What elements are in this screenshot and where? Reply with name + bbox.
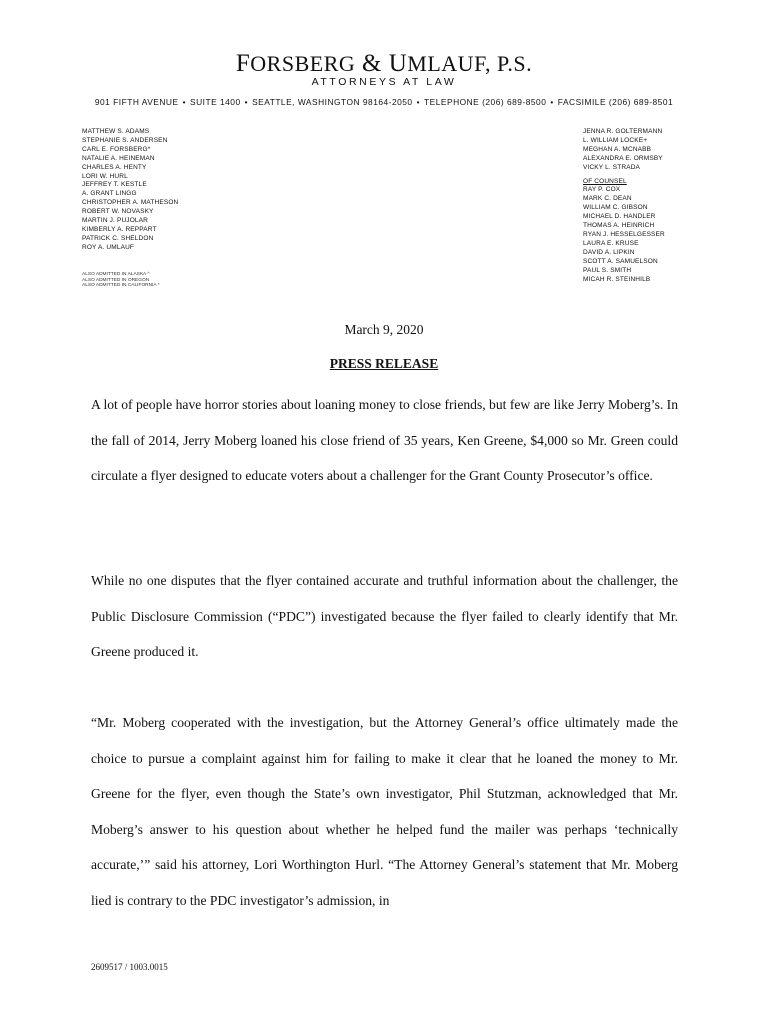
of-counsel-name: MICHAEL D. HANDLER	[583, 213, 656, 221]
attorney-name: ALEXANDRA E. ORMSBY	[583, 154, 663, 162]
document-id: 2609517 / 1003.0015	[91, 962, 168, 972]
firm-name-suffix: , P.S.	[485, 51, 533, 76]
of-counsel-name: SCOTT A. SAMUELSON	[583, 257, 658, 265]
address-suite: SUITE 1400	[190, 97, 241, 107]
attorney-name: LORI W. HURL	[82, 172, 128, 180]
attorney-list-right	[583, 128, 665, 284]
admission-note: ALSO ADMITTED IN OREGON	[82, 277, 150, 283]
attorney-name: NATALIE A. HEINEMAN	[82, 154, 155, 162]
of-counsel-heading: OF COUNSEL	[583, 177, 627, 185]
attorney-name: MATTHEW S. ADAMS	[82, 128, 150, 135]
body-paragraph: While no one disputes that the flyer contained accurate and truthful information about the challenger, the Public Disclosure Commission (“PDC”) investigated because the flyer failed to clearly identify that Mr. Greene produced it.	[91, 573, 678, 659]
of-counsel-name: PAUL S. SMITH	[583, 266, 632, 274]
attorney-name: ROBERT W. NOVASKY	[82, 208, 154, 216]
document-title: PRESS RELEASE	[329, 356, 439, 371]
attorney-name: STEPHANIE S. ANDERSEN	[82, 136, 168, 144]
attorney-name: CARL E. FORSBERG*	[82, 145, 151, 153]
attorney-list-left	[82, 128, 178, 253]
address-street: 901 FIFTH AVENUE	[94, 97, 179, 107]
firm-name-initial-2: U	[388, 50, 408, 77]
of-counsel-name: THOMAS A. HEINRICH	[583, 222, 655, 230]
of-counsel-name: DAVID A. LIPKIN	[583, 248, 635, 256]
address-facsimile: FACSIMILE (206) 689-8501	[557, 97, 674, 107]
document-date: March 9, 2020	[344, 322, 424, 337]
of-counsel-name: MICAH R. STEINHILB	[583, 275, 651, 283]
attorney-name: VICKY L. STRADA	[583, 163, 641, 171]
attorney-name: L. WILLIAM LOCKE+	[583, 136, 648, 144]
firm-name-initial-1: F	[235, 50, 251, 77]
firm-address	[0, 97, 768, 107]
firm-name	[0, 50, 768, 78]
body-paragraph: A lot of people have horror stories about loaning money to close friends, but few are like Jerry Moberg’s. In the fall of 2014, Jerry Moberg loaned his close friend of 35 years, Ken Greene, $4,000 so Mr. Green could circulate a flyer designed to educate voters about a challenger for the Grant County Prosecutor’s office.	[91, 397, 678, 483]
attorney-name: JEFFREY T. KESTLE	[82, 181, 147, 189]
address-separator: •	[182, 97, 186, 107]
address-separator: •	[244, 97, 249, 107]
firm-name-rest-2: MLAUF	[407, 51, 486, 76]
body-paragraph: “Mr. Moberg cooperated with the investigation, but the Attorney General’s office ultimately made the choice to pursue a complaint against him for failing to make it clear that he loaned the money to Mr. Greene for the flyer, even though the State’s own investigator, Phil Stutzman, acknowledged that Mr. Moberg’s answer to his question about whether he helped fund the mailer was perhaps ‘technically accurate,’” said his attorney, Lori Worthington Hurl. “The Attorney General’s statement that Mr. Moberg lied is contrary to the PDC investigator’s admission, in	[91, 715, 678, 908]
address-separator: •	[550, 97, 554, 107]
admission-note: ALSO ADMITTED IN CALIFORNIA *	[82, 283, 160, 289]
attorney-name: ROY A. UMLAUF	[82, 243, 135, 251]
address-separator: •	[416, 97, 421, 107]
firm-name-rest-1: ORSBERG	[250, 51, 356, 76]
admission-note: ALSO ADMITTED IN ALASKA ^	[82, 272, 150, 277]
firm-subtitle: ATTORNEYS AT LAW	[311, 76, 457, 88]
address-telephone: TELEPHONE (206) 689-8500	[424, 97, 547, 107]
attorney-name: PATRICK C. SHELDON	[82, 234, 154, 242]
of-counsel-name: WILLIAM C. GIBSON	[583, 204, 648, 212]
of-counsel-name: LAURA E. KRUSE	[583, 239, 639, 247]
attorney-name: CHRISTOPHER A. MATHESON	[82, 199, 179, 207]
firm-name-ampersand: &	[355, 50, 389, 77]
attorney-name: A. GRANT LINGG	[82, 190, 137, 198]
of-counsel-name: RAY P. COX	[583, 186, 621, 194]
attorney-name: KIMBERLY A. REPPART	[82, 225, 157, 233]
admissions-notes	[82, 272, 160, 289]
attorney-name: MEGHAN A. MCNABB	[583, 145, 652, 153]
attorney-name: MARTIN J. PUJOLAR	[82, 217, 148, 225]
attorney-name: JENNA R. GOLTERMANN	[583, 128, 663, 135]
address-city: SEATTLE, WASHINGTON 98164-2050	[252, 97, 413, 107]
of-counsel-name: MARK C. DEAN	[583, 195, 632, 203]
attorney-name: CHARLES A. HENTY	[82, 163, 147, 171]
of-counsel-name: RYAN J. HESSELGESSER	[583, 230, 665, 238]
